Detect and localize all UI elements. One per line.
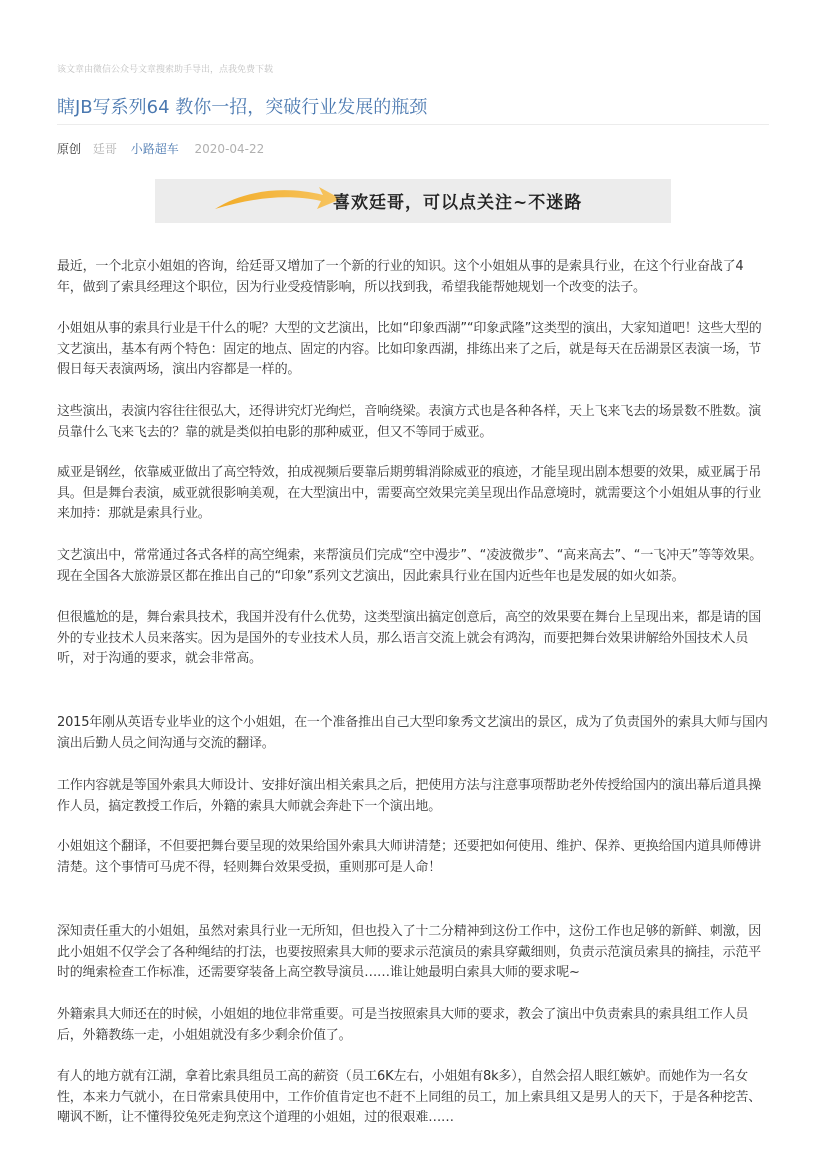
paragraph: 但很尴尬的是，舞台索具技术，我国并没有什么优势，这类型演出搞定创意后，高空的效果要在舞台上呈现出来，都是请的国外的专业技术人员来落实。因为是国外的专业技术人员，那么语言交流上就会有鸿沟，而要把舞台效果讲解给外国技术人员听，对于沟通的要求，就会非常高。 [57, 610, 762, 666]
paragraph: 工作内容就是等国外索具大师设计、安排好演出相关索具之后，把使用方法与注意事项帮助老外传授给国内的演出幕后道具操作人员，搞定教授工作后，外籍的索具大师就会奔赴下一个演出地。 [57, 778, 762, 814]
paragraph: 2015年刚从英语专业毕业的这个小姐姐，在一个准备推出自己大型印象秀文艺演出的景区，成为了负责国外的索具大师与国内演出后勤人员之间沟通与交流的翻译。 [57, 715, 768, 751]
author-name: 廷哥 [92, 142, 117, 156]
original-label: 原创 [57, 142, 82, 156]
paragraph: 深知责任重大的小姐姐，虽然对索具行业一无所知，但也投入了十二分精神到这份工作中，这份工作也足够的新鲜、刺激，因此小姐姐不仅学会了各种绳结的打法，也要按照索具大师的要求示范演员的索具穿戴细则，负责示范演员索具的摘挂，示范平时的绳索检查工作标准，还需要穿装备上高空教导演员……谁让她最明白索具大师的要求呢~ [57, 924, 762, 980]
account-link[interactable]: 小路超车 [130, 142, 179, 156]
paragraph: 最近，一个北京小姐姐的咨询，给廷哥又增加了一个新的行业的知识。这个小姐姐从事的是索具行业，在这个行业奋战了4年，做到了索具经理这个职位，因为行业受疫情影响，所以找到我，希望我能帮她规划一个改变的法子。 [57, 259, 744, 295]
paragraph: 文艺演出中，常常通过各式各样的高空绳索，来帮演员们完成“空中漫步”、“凌波微步”、“高来高去”、“一飞冲天”等等效果。现在全国各大旅游景区都在推出自己的“印象”系列文艺演出，因此索具行业在国内近些年也是发展的如火如荼。 [57, 548, 763, 584]
paragraph: 外籍索具大师还在的时候，小姐姐的地位非常重要。可是当按照索具大师的要求，教会了演出中负责索具的索具组工作人员后，外籍教练一走，小姐姐就没有多少剩余价值了。 [57, 1007, 749, 1043]
paragraph: 有人的地方就有江湖，拿着比索具组员工高的薪资（员工6K左右，小姐姐有8k多），自然会招人眼红嫉妒。而她作为一名女性，本来力气就小，在日常索具使用中，工作价值肯定也不赶不上同组的员工，加上索具组又是男人的天下，于是各种挖苦、嘲讽不断，让不懂得狡兔死走狗烹这个道理的小姐姐，过的很艰难…… [57, 1069, 762, 1125]
title-divider [57, 124, 769, 125]
curved-arrow-icon [213, 179, 343, 223]
paragraph: 这些演出，表演内容往往很弘大，还得讲究灯光绚烂，音响绕梁。表演方式也是各种各样，天上飞来飞去的场景数不胜数。演员靠什么飞来飞去的？靠的就是类似拍电影的那种威亚，但又不等同于威亚。 [57, 404, 762, 440]
banner-text: 喜欢廷哥，可以点关注~不迷路 [333, 193, 583, 213]
paragraph: 小姐姐这个翻译，不但要把舞台要呈现的效果给国外索具大师讲清楚；还要把如何使用、维护、保养、更换给国内道具师傅讲清楚。这个事情可马虎不得，轻则舞台效果受损，重则那可是人命！ [57, 839, 762, 875]
publish-date: 2020-04-22 [194, 142, 265, 156]
follow-banner-image [155, 179, 671, 223]
article-meta [57, 140, 264, 157]
article-title: 瞎JB写系列64 教你一招，突破行业发展的瓶颈 [57, 97, 428, 118]
export-notice-link[interactable]: 该文章由微信公众号文章搜索助手导出，点我免费下载 [57, 65, 274, 75]
paragraph: 威亚是钢丝，依靠威亚做出了高空特效，拍成视频后要靠后期剪辑消除威亚的痕迹，才能呈现出剧本想要的效果，威亚属于吊具。但是舞台表演，威亚就很影响美观，在大型演出中，需要高空效果完美呈现出作品意境时，就需要这个小姐姐从事的行业来加持：那就是索具行业。 [57, 465, 762, 521]
paragraph: 小姐姐从事的索具行业是干什么的呢？大型的文艺演出，比如“印象西湖”“印象武隆”这类型的演出，大家知道吧！这些大型的文艺演出，基本有两个特色：固定的地点、固定的内容。比如印象西湖，排练出来了之后，就是每天在岳湖景区表演一场，节假日每天表演两场，演出内容都是一样的。 [57, 321, 762, 377]
